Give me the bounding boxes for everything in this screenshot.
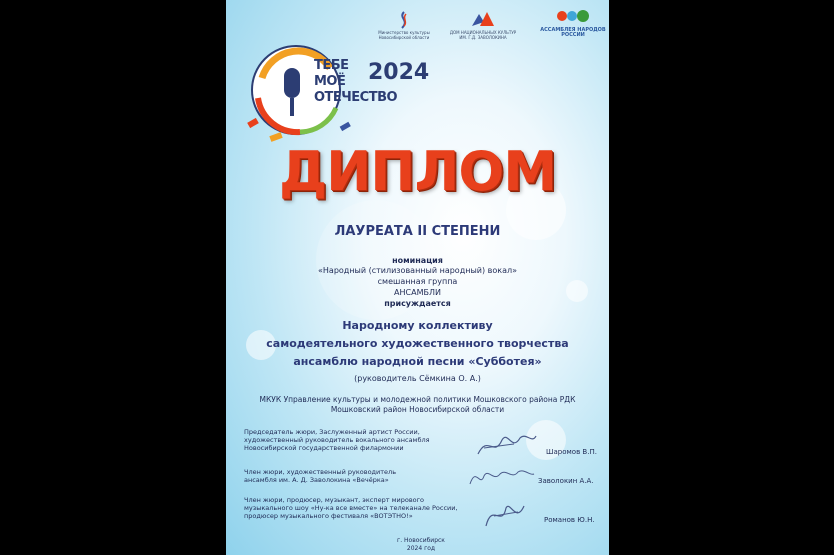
jury-3-line2: музыкального шоу «Ну-ка все вместе» на телеканале России, — [244, 504, 458, 512]
ministry-caption: Министерство культуры Новосибирской области — [378, 30, 430, 40]
awarded-label: присуждается — [384, 299, 451, 308]
diploma-title: ДИПЛОМ — [279, 140, 556, 203]
jury-1-name: Шаромов В.П. — [546, 448, 597, 456]
recipient-leader: (руководитель Сёмкина О. А.) — [354, 374, 481, 383]
group-type: смешанная группа — [377, 277, 458, 286]
jury-1-line2: художественный руководитель вокального ансамбля — [244, 436, 430, 444]
festival-year: 2024 — [368, 60, 430, 85]
festival-name-line3: ОТЕЧЕСТВО — [314, 90, 398, 105]
diploma-page — [226, 0, 609, 555]
footer-city: г. Новосибирск — [397, 537, 445, 544]
signature-1-icon — [474, 428, 538, 462]
laureate-degree: ЛАУРЕАТА II СТЕПЕНИ — [334, 224, 501, 239]
jury-member-2 — [244, 468, 396, 484]
festival-name-line2: МОЁ — [314, 74, 346, 89]
organization-line1: МКУК Управление культуры и молодежной политики Мошковского района РДК — [259, 395, 576, 404]
jury-2-name: Заволокин А.А. — [538, 477, 594, 485]
jury-member-1 — [244, 428, 430, 452]
signature-3-icon — [480, 498, 530, 532]
jury-member-3 — [244, 496, 458, 520]
recipient-line1: Народному коллективу — [342, 319, 493, 332]
jury-1-line1: Председатель жюри, Заслуженный артист России, — [244, 428, 420, 436]
signature-2-icon — [466, 462, 536, 490]
jury-2-line2: ансамбля им. А. Д. Заволокина «Вечёрка» — [244, 476, 389, 484]
organization-line2: Мошковский район Новосибирской области — [330, 405, 505, 414]
nomination-value: «Народный (стилизованный народный) вокал» — [318, 266, 517, 275]
jury-3-line3: продюсер музыкального фестиваля «ВОТЭТНО!» — [244, 512, 413, 520]
jury-3-name: Романов Ю.Н. — [544, 516, 595, 524]
ministry-logo-icon — [396, 10, 412, 30]
jury-3-line1: Член жюри, продюсер, музыкант, эксперт мирового — [244, 496, 425, 504]
nomination-label: номинация — [392, 256, 443, 265]
jury-2-line1: Член жюри, художественный руководитель — [244, 468, 397, 476]
category: АНСАМБЛИ — [394, 288, 441, 297]
culture-house-logo-icon — [472, 12, 496, 26]
assembly-caption: АССАМБЛЕЯ НАРОДОВ РОССИИ — [540, 27, 606, 38]
assembly-logo-icon — [556, 8, 590, 24]
jury-1-line3: Новосибирской государственной филармонии — [244, 444, 404, 452]
festival-name-line1: ТЕБЕ — [314, 58, 349, 73]
recipient-line3: ансамблю народной песни «Субботея» — [293, 355, 542, 368]
recipient-line2: самодеятельного художественного творчества — [266, 337, 569, 350]
culture-house-caption: ДОМ НАЦИОНАЛЬНЫХ КУЛЬТУР ИМ. Г.Д. ЗАВОЛОКИНА — [449, 30, 517, 40]
footer-year: 2024 год — [406, 545, 436, 552]
